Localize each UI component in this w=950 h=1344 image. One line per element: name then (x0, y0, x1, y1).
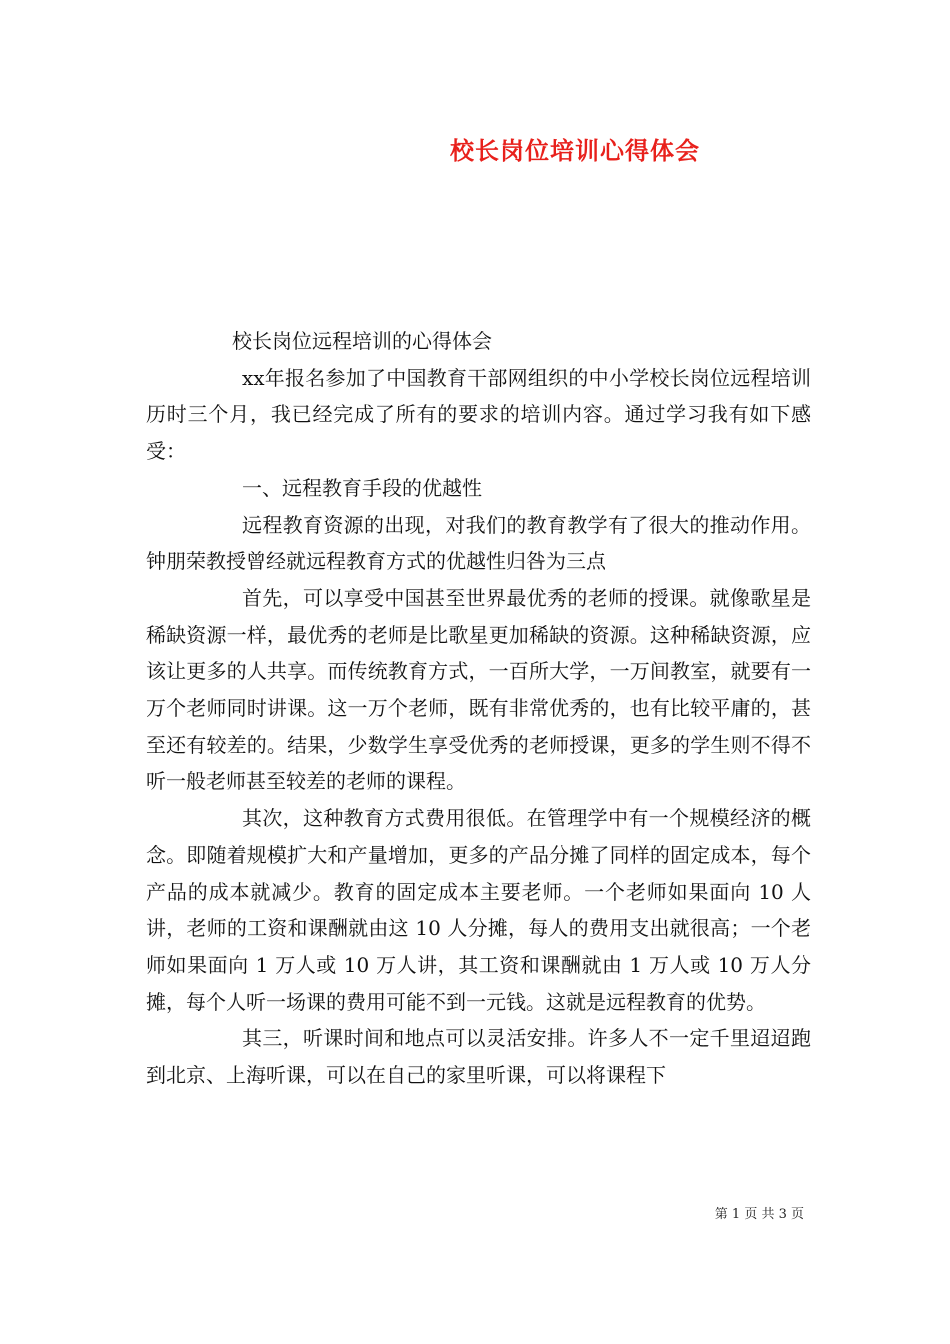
paragraph-subtitle: 校长岗位远程培训的心得体会 (232, 329, 492, 353)
document-body (146, 323, 811, 1094)
paragraph: 其次，这种教育方式费用很低。在管理学中有一个规模经济的概念。即随着规模扩大和产量增加，更多的产品分摊了同样的固定成本，每个产品的成本就减少。教育的固定成本主要老师。一个老师如果面向 10 人讲，老师的工资和课酬就由这 10 人分摊，每人的费用支出就很高；一个老师如果面向 1 万人或 10 万人讲，其工资和课酬就由 1 万人或 10 万人分摊，每个人听一场课的费用可能不到一元钱。这就是远程教育的优势。 (146, 806, 811, 1014)
page-footer: 第 1 页 共 3 页 (714, 1207, 804, 1222)
document-title: 校长岗位培训心得体会 (450, 136, 700, 165)
paragraph-intro: xx年报名参加了中国教育干部网组织的中小学校长岗位远程培训历时三个月，我已经完成了所有的要求的培训内容。通过学习我有如下感受： (146, 365, 811, 464)
paragraph: 远程教育资源的出现，对我们的教育教学有了很大的推动作用。钟朋荣教授曾经就远程教育方式的优越性归咎为三点 (146, 512, 811, 574)
paragraph: 首先，可以享受中国甚至世界最优秀的老师的授课。就像歌星是稀缺资源一样，最优秀的老师是比歌星更加稀缺的资源。这种稀缺资源，应该让更多的人共享。而传统教育方式，一百所大学，一万间教室，就要有一万个老师同时讲课。这一万个老师，既有非常优秀的，也有比较平庸的，甚至还有较差的。结果，少数学生享受优秀的老师授课，更多的学生则不得不听一般老师甚至较差的老师的课程。 (146, 585, 811, 794)
paragraph: 其三，听课时间和地点可以灵活安排。许多人不一定千里迢迢跑到北京、上海听课，可以在自己的家里听课，可以将课程下 (146, 1026, 811, 1088)
section-heading: 一、远程教育手段的优越性 (242, 475, 482, 500)
